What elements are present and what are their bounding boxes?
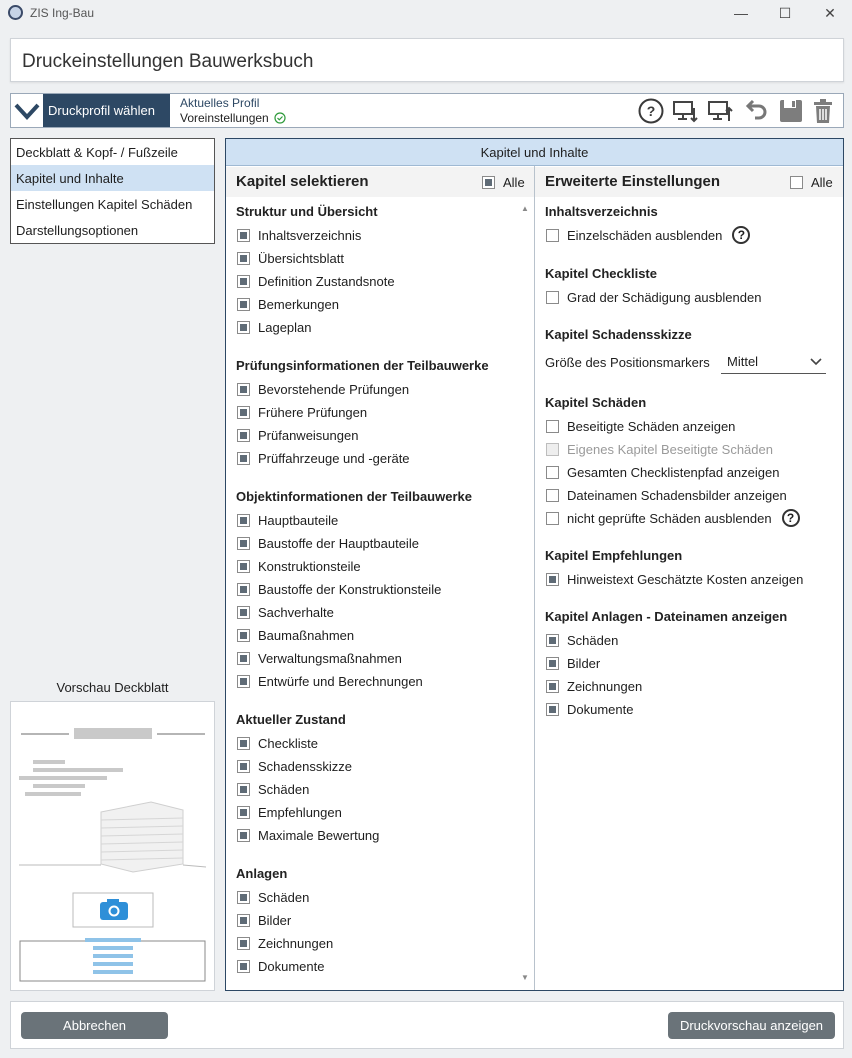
header-panel xyxy=(10,38,844,82)
checkbox xyxy=(546,443,559,456)
select-all-chapters-checkbox[interactable] xyxy=(482,172,525,192)
option-anlagen-schaeden[interactable] xyxy=(546,630,618,650)
option-anlagen-bilder[interactable] xyxy=(546,653,600,673)
option-label: nicht geprüfte Schäden ausblenden xyxy=(567,510,772,526)
checkbox[interactable] xyxy=(237,960,250,973)
print-profile-label: Druckprofil wählen xyxy=(48,103,155,118)
checkbox[interactable] xyxy=(546,573,559,586)
chapter-option[interactable] xyxy=(237,602,334,622)
group-title-schadensskizze: Kapitel Schadensskizze xyxy=(545,327,692,342)
chapter-option[interactable] xyxy=(237,317,312,337)
checkbox[interactable] xyxy=(237,321,250,334)
checkbox[interactable] xyxy=(237,252,250,265)
option-dateinamen-schadensbilder[interactable] xyxy=(546,485,787,505)
cover-preview-graphic xyxy=(11,702,214,990)
chapter-option[interactable] xyxy=(237,671,423,691)
chapter-group-title: Struktur und Übersicht xyxy=(236,204,378,219)
footer-bar xyxy=(10,1001,844,1049)
checkbox[interactable] xyxy=(237,537,250,550)
chapter-option[interactable] xyxy=(237,933,333,953)
marker-size-value: Mittel xyxy=(727,354,759,369)
chapter-option-label: Baustoffe der Konstruktionsteile xyxy=(258,581,442,597)
select-all-advanced-checkbox[interactable] xyxy=(790,172,833,192)
option-checklistenpfad[interactable] xyxy=(546,462,779,482)
chapter-option-label: Hauptbauteile xyxy=(258,512,339,528)
checkbox[interactable] xyxy=(237,760,250,773)
chapter-option[interactable] xyxy=(237,533,419,553)
chapter-option-label: Lageplan xyxy=(258,319,312,335)
chapter-option-label: Empfehlungen xyxy=(258,804,342,820)
maximize-button[interactable]: ☐ xyxy=(778,5,792,21)
checkbox[interactable] xyxy=(546,680,559,693)
checkbox[interactable] xyxy=(237,629,250,642)
svg-text:?: ? xyxy=(646,103,656,119)
checkbox[interactable] xyxy=(546,634,559,647)
option-hinweistext-kosten[interactable] xyxy=(546,569,803,589)
chapter-option[interactable] xyxy=(237,379,409,399)
load-profile-icon[interactable] xyxy=(671,97,699,125)
profile-toolbar xyxy=(10,93,844,128)
chapter-option[interactable] xyxy=(237,579,441,599)
preview-label: Vorschau Deckblatt xyxy=(56,680,169,695)
chapter-option-label: Schäden xyxy=(258,889,310,905)
chapter-option-label: Bemerkungen xyxy=(258,296,339,312)
checkbox[interactable] xyxy=(237,406,250,419)
chapter-option[interactable] xyxy=(237,910,291,930)
chapter-option-label: Prüfanweisungen xyxy=(258,427,359,443)
chapter-option[interactable] xyxy=(237,448,410,468)
option-anlagen-dokumente[interactable] xyxy=(546,699,633,719)
scroll-down-arrow[interactable]: ▼ xyxy=(521,973,529,982)
chapter-option-label: Baumaßnahmen xyxy=(258,627,355,643)
chapter-option[interactable] xyxy=(237,956,324,976)
minimize-button[interactable]: — xyxy=(734,5,748,21)
group-title-anlagen: Kapitel Anlagen - Dateinamen anzeigen xyxy=(545,609,788,624)
current-profile-value: Voreinstellungen xyxy=(180,111,269,125)
cancel-button[interactable]: Abbrechen xyxy=(21,1012,168,1039)
checkbox[interactable] xyxy=(237,737,250,750)
option-label: Bilder xyxy=(567,655,601,671)
chapter-option-label: Bilder xyxy=(258,912,292,928)
chapter-option-label: Inhaltsverzeichnis xyxy=(258,227,362,243)
chapter-option[interactable] xyxy=(237,248,344,268)
chapter-option-label: Schäden xyxy=(258,781,310,797)
print-preview-button[interactable]: Druckvorschau anzeigen xyxy=(668,1012,835,1039)
checkbox[interactable] xyxy=(546,420,559,433)
save-icon[interactable] xyxy=(777,97,805,125)
chapter-option[interactable] xyxy=(237,225,361,245)
checkbox[interactable] xyxy=(546,657,559,670)
chapter-option[interactable] xyxy=(237,887,309,907)
checkbox[interactable] xyxy=(546,466,559,479)
checkbox[interactable] xyxy=(237,275,250,288)
nav-item-darstellungsoptionen[interactable]: Darstellungsoptionen xyxy=(16,223,139,238)
chapter-group-title: Anlagen xyxy=(236,866,288,881)
option-nicht-gepruefte[interactable] xyxy=(546,508,800,528)
current-profile-label: Aktuelles Profil xyxy=(180,96,260,110)
group-title-checkliste: Kapitel Checkliste xyxy=(545,266,657,281)
chapter-option[interactable] xyxy=(237,425,358,445)
checkbox[interactable] xyxy=(237,937,250,950)
option-anlagen-zeichnungen[interactable] xyxy=(546,676,642,696)
nav-item-deckblatt[interactable]: Deckblatt & Kopf- / Fußzeile xyxy=(16,145,178,160)
chapter-option-label: Schadensskizze xyxy=(258,758,352,774)
chapter-group-title: Objektinformationen der Teilbauwerke xyxy=(236,489,472,504)
checkbox[interactable] xyxy=(237,891,250,904)
chevron-down-icon xyxy=(11,94,43,127)
option-grad-schaedigung[interactable] xyxy=(546,287,761,307)
column-divider xyxy=(534,166,535,990)
advanced-settings-header xyxy=(535,167,843,197)
chapter-option-label: Prüffahrzeuge und -geräte xyxy=(258,450,410,466)
scroll-up-arrow[interactable]: ▲ xyxy=(521,204,529,213)
checkbox[interactable] xyxy=(237,829,250,842)
marker-size-label: Größe des Positionsmarkers xyxy=(545,355,710,370)
chapter-option[interactable] xyxy=(237,733,318,753)
nav-item-kapitel-inhalte[interactable]: Kapitel und Inhalte xyxy=(11,165,214,191)
save-profile-upload-icon[interactable] xyxy=(706,97,734,125)
checkbox[interactable] xyxy=(237,806,250,819)
select-chapters-title: Kapitel selektieren xyxy=(236,173,369,190)
window-title: ZIS Ing-Bau xyxy=(30,6,95,20)
option-label: Grad der Schädigung ausblenden xyxy=(567,289,762,305)
chapter-option-label: Dokumente xyxy=(258,958,325,974)
option-label: Dateinamen Schadensbilder anzeigen xyxy=(567,487,787,503)
advanced-settings-title: Erweiterte Einstellungen xyxy=(545,173,721,190)
chapter-option[interactable] xyxy=(237,294,339,314)
chapter-option[interactable] xyxy=(237,625,354,645)
chapter-option-label: Sachverhalte xyxy=(258,604,334,620)
checkbox[interactable] xyxy=(237,606,250,619)
chapter-option[interactable] xyxy=(237,756,352,776)
checkbox[interactable] xyxy=(482,176,495,189)
undo-icon[interactable] xyxy=(741,97,769,125)
chapters-panel xyxy=(225,138,844,991)
chapter-group-title: Aktueller Zustand xyxy=(236,712,346,727)
chapter-option-label: Zeichnungen xyxy=(258,935,334,951)
settings-navigation xyxy=(10,138,215,244)
option-label: Schäden xyxy=(567,632,619,648)
option-label: Zeichnungen xyxy=(567,678,643,694)
checkbox-label: Alle xyxy=(503,174,525,190)
checkbox[interactable] xyxy=(237,229,250,242)
chevron-down-icon xyxy=(810,356,822,368)
chapter-option-label: Bevorstehende Prüfungen xyxy=(258,381,410,397)
chapter-option-label: Checkliste xyxy=(258,735,318,751)
chapter-option-label: Definition Zustandsnote xyxy=(258,273,395,289)
help-icon[interactable] xyxy=(637,97,665,125)
chapter-option-label: Baustoffe der Hauptbauteile xyxy=(258,535,419,551)
group-title-inhaltsverzeichnis: Inhaltsverzeichnis xyxy=(545,204,658,219)
help-icon[interactable]: ? xyxy=(732,226,750,244)
option-label: Hinweistext Geschätzte Kosten anzeigen xyxy=(567,571,804,587)
cover-preview xyxy=(10,701,215,991)
chapter-option[interactable] xyxy=(237,510,338,530)
marker-size-select[interactable] xyxy=(721,351,826,374)
group-title-schaeden: Kapitel Schäden xyxy=(545,395,647,410)
checkbox[interactable] xyxy=(237,298,250,311)
chapter-option-label: Entwürfe und Berechnungen xyxy=(258,673,423,689)
chapter-option[interactable] xyxy=(237,271,395,291)
checkbox[interactable] xyxy=(237,652,250,665)
chapter-option[interactable] xyxy=(237,802,342,822)
checkbox[interactable] xyxy=(237,914,250,927)
chapter-option[interactable] xyxy=(237,825,379,845)
chapter-option[interactable] xyxy=(237,556,361,576)
checkbox[interactable] xyxy=(790,176,803,189)
checkbox[interactable] xyxy=(237,675,250,688)
delete-icon[interactable] xyxy=(809,97,837,125)
checkbox[interactable] xyxy=(237,560,250,573)
chapter-option-label: Übersichtsblatt xyxy=(258,250,344,266)
checkbox[interactable] xyxy=(546,489,559,502)
chapter-option-label: Maximale Bewertung xyxy=(258,827,380,843)
option-label: Eigenes Kapitel Beseitigte Schäden xyxy=(567,441,773,457)
chapter-option-label: Verwaltungsmaßnahmen xyxy=(258,650,402,666)
checkbox[interactable] xyxy=(546,703,559,716)
select-chapters-header xyxy=(226,167,534,197)
close-button[interactable]: ✕ xyxy=(824,5,836,21)
option-label: Dokumente xyxy=(567,701,634,717)
option-label: Beseitigte Schäden anzeigen xyxy=(567,418,736,434)
option-beseitigte-anzeigen[interactable] xyxy=(546,416,735,436)
check-circle-icon xyxy=(274,112,286,124)
checkbox[interactable] xyxy=(237,383,250,396)
checkbox[interactable] xyxy=(237,429,250,442)
chapter-option[interactable] xyxy=(237,779,309,799)
chapter-option[interactable] xyxy=(237,402,367,422)
checkbox[interactable] xyxy=(237,783,250,796)
checkbox[interactable] xyxy=(237,452,250,465)
chapter-option-label: Frühere Prüfungen xyxy=(258,404,368,420)
group-title-empfehlungen: Kapitel Empfehlungen xyxy=(545,548,683,563)
checkbox[interactable] xyxy=(237,514,250,527)
option-einzelschaeden-ausblenden[interactable] xyxy=(546,225,750,245)
checkbox[interactable] xyxy=(237,583,250,596)
option-label: Gesamten Checklistenpfad anzeigen xyxy=(567,464,780,480)
panel-header: Kapitel und Inhalte xyxy=(226,139,843,166)
window-titlebar xyxy=(0,0,852,26)
checkbox[interactable] xyxy=(546,229,559,242)
chapter-group-title: Prüfungsinformationen der Teilbauwerke xyxy=(236,358,489,373)
checkbox[interactable] xyxy=(546,291,559,304)
page-title: Druckeinstellungen Bauwerksbuch xyxy=(22,51,314,72)
app-icon xyxy=(8,5,23,20)
help-icon[interactable]: ? xyxy=(782,509,800,527)
option-eigenes-kapitel xyxy=(546,439,773,459)
checkbox[interactable] xyxy=(546,512,559,525)
chapter-option-label: Konstruktionsteile xyxy=(258,558,361,574)
print-profile-dropdown[interactable] xyxy=(11,94,170,127)
option-label: Einzelschäden ausblenden xyxy=(567,227,723,243)
chapter-option[interactable] xyxy=(237,648,402,668)
nav-item-kapitel-schaeden[interactable]: Einstellungen Kapitel Schäden xyxy=(16,197,193,212)
checkbox-label: Alle xyxy=(811,174,833,190)
